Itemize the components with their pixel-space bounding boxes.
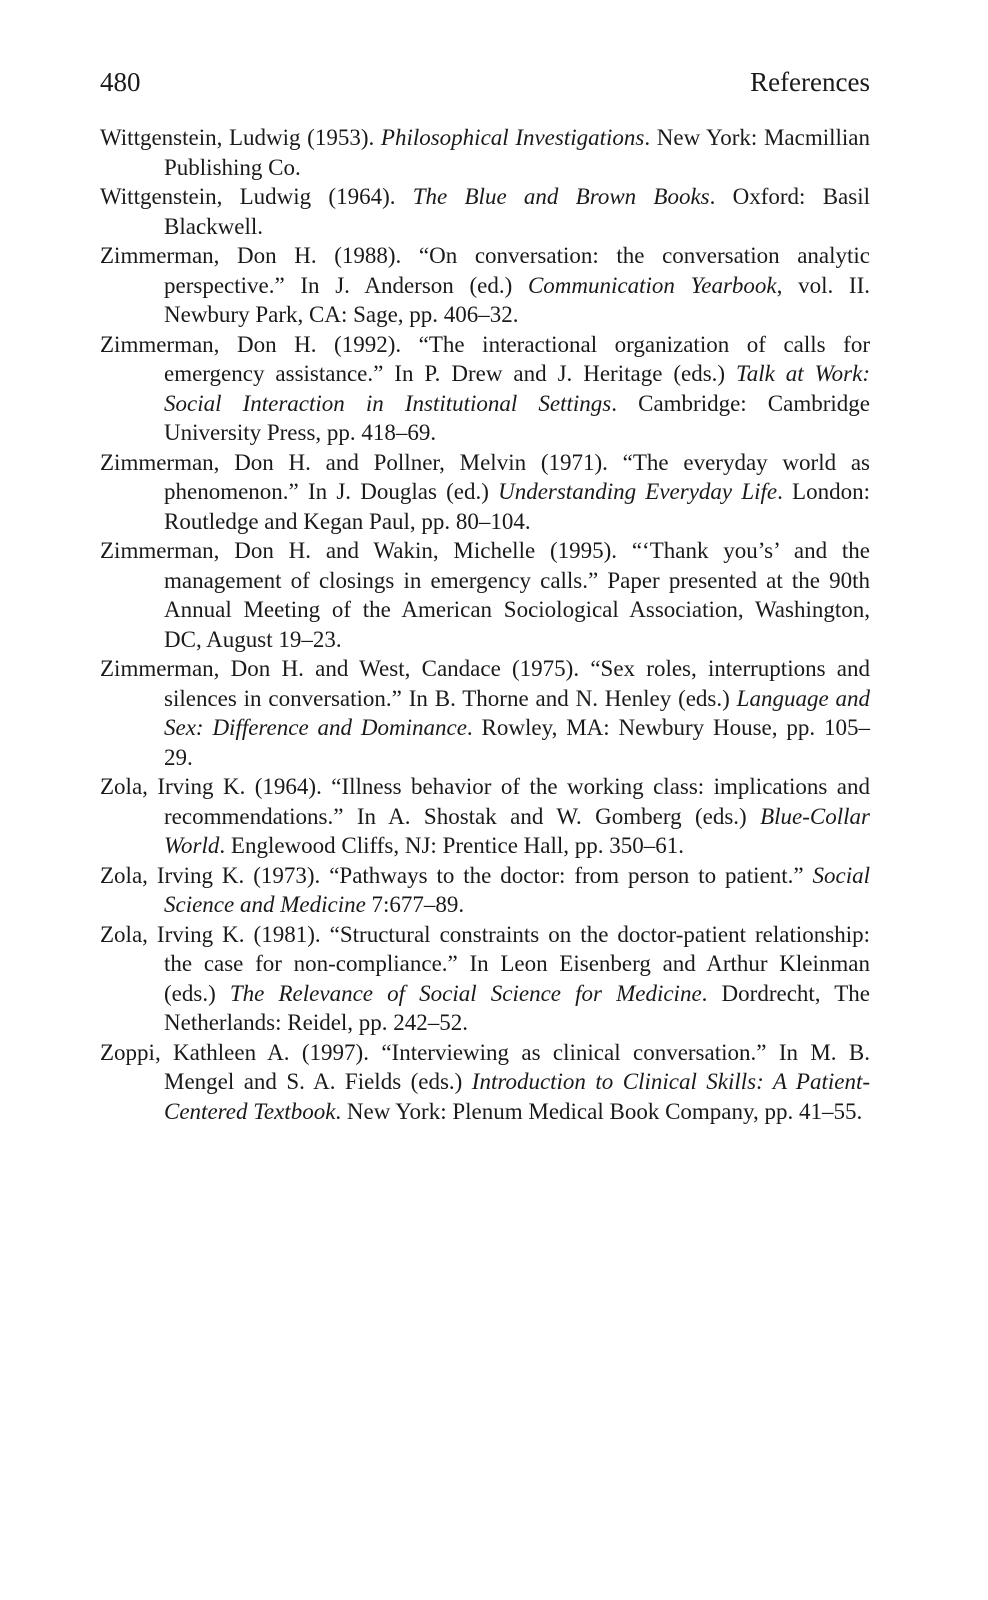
reference-text: Zimmerman, Don H. and Wakin, Michelle (1995). “‘Thank you’s’ and the management of closings in emergency calls.” Paper presented at the 90th Annual Meeting of the American Sociological Association, Washington, DC, August 19–23.	[100, 538, 870, 652]
reference-title: The Blue and Brown Books	[412, 184, 710, 209]
reference-title: Talk at Work: Social Interaction in Institutional Settings	[164, 361, 870, 416]
reference-entry	[100, 772, 870, 861]
reference-text: . New York: Macmillian Publishing Co.	[164, 125, 870, 180]
reference-text: Zola, Irving K. (1973). “Pathways to the doctor: from person to patient.”	[100, 862, 813, 888]
reference-text: Zimmerman, Don H. and West, Candace (1975). “Sex roles, interruptions and silences in conversation.” In B. Thorne and N. Henley (eds.)	[100, 656, 870, 711]
reference-text: Wittgenstein, Ludwig (1964).	[100, 184, 413, 209]
reference-text: . Cambridge: Cambridge University Press, pp. 418–69.	[164, 390, 870, 445]
reference-text: Zimmerman, Don H. and Pollner, Melvin (1971). “The everyday world as phenomenon.” In J. Douglas (ed.)	[100, 449, 870, 504]
reference-entry	[100, 920, 870, 1038]
reference-text: . Rowley, MA: Newbury House, pp. 105–29.	[164, 715, 870, 770]
reference-entry	[100, 182, 870, 241]
reference-entry	[100, 330, 870, 448]
reference-entry	[100, 861, 870, 920]
page-header	[100, 64, 870, 100]
reference-text: Zola, Irving K. (1964). “Illness behavior of the working class: implications and recommendations.” In A. Shostak and W. Gomberg (eds.)	[100, 774, 870, 829]
reference-entry	[100, 1038, 870, 1127]
reference-title: Social Science and Medicine	[164, 862, 870, 917]
reference-list	[100, 123, 870, 1126]
reference-entry	[100, 536, 870, 654]
reference-text: . Dordrecht, The Netherlands: Reidel, pp. 242–52.	[164, 980, 871, 1035]
reference-entry	[100, 448, 870, 537]
reference-title: The Relevance of Social Science for Medicine	[229, 980, 702, 1006]
reference-title: Understanding Everyday Life	[498, 479, 778, 504]
reference-entry	[100, 654, 870, 772]
reference-title: Philosophical Investigations	[380, 125, 645, 150]
reference-text: 7:677–89.	[365, 892, 465, 917]
reference-title: Language and Sex: Difference and Dominance	[164, 685, 871, 740]
reference-text: . New York: Plenum Medical Book Company, pp. 41–55.	[335, 1098, 863, 1124]
reference-text: , vol. II. Newbury Park, CA: Sage, pp. 406–32.	[164, 272, 870, 327]
reference-title: Communication Yearbook	[527, 272, 777, 298]
reference-title: Blue-Collar World	[164, 803, 870, 858]
page-number: 480	[100, 67, 141, 97]
reference-text: . Oxford: Basil Blackwell.	[164, 184, 870, 239]
reference-text: Zimmerman, Don H. (1988). “On conversation: the conversation analytic perspective.” In J. Anderson (ed.)	[100, 243, 870, 298]
reference-text: Wittgenstein, Ludwig (1953).	[100, 125, 381, 150]
reference-entry	[100, 241, 870, 330]
reference-text: . Englewood Cliffs, NJ: Prentice Hall, pp. 350–61.	[219, 833, 685, 858]
reference-title: Introduction to Clinical Skills: A Patient-Centered Textbook	[164, 1069, 870, 1124]
reference-text: Zimmerman, Don H. (1992). “The interactional organization of calls for emergency assistance.” In P. Drew and J. Heritage (eds.)	[100, 331, 870, 386]
reference-text: Zoppi, Kathleen A. (1997). “Interviewing as clinical conversation.” In M. B. Mengel and S. A. Fields (eds.)	[100, 1039, 870, 1094]
reference-entry	[100, 123, 870, 182]
reference-text: Zola, Irving K. (1981). “Structural constraints on the doctor-patient relationship: the case for non-compliance.” In Leon Eisenberg and Arthur Kleinman (eds.)	[100, 921, 870, 1006]
reference-text: . London: Routledge and Kegan Paul, pp. 80–104.	[164, 479, 870, 534]
running-head: References	[750, 67, 870, 97]
